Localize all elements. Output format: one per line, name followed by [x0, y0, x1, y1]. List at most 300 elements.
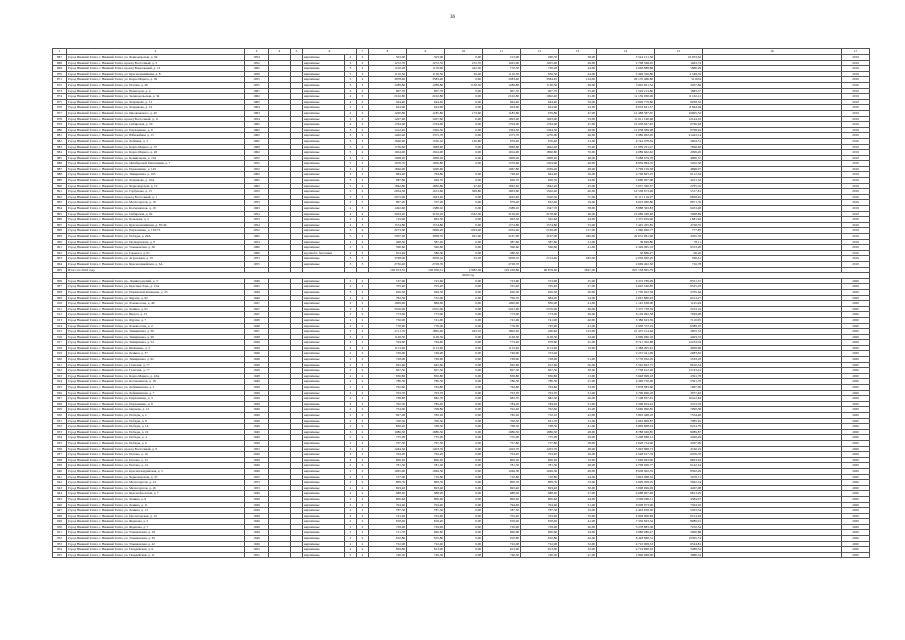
- year-built-cell: 1962: [245, 127, 269, 133]
- unit-cost-cell: 6 162,21: [655, 94, 703, 100]
- residents-cell: 26,00: [559, 60, 597, 66]
- area-cell: 1093,00: [521, 116, 559, 122]
- area-cell: 800,20: [521, 457, 559, 463]
- entrances-cell: 2: [357, 245, 369, 251]
- year-built-cell: 1949: [245, 463, 269, 469]
- address-cell: Город Нижний Тагил, г. Нижний Тагил, ул. Победы, д. 4: [67, 435, 245, 441]
- row-number-cell: 902: [53, 250, 67, 256]
- unit-cost-cell: 6254,79: [655, 424, 703, 430]
- unit-cost-cell: 5076,71: [655, 474, 703, 480]
- column-number-cell: 9: [407, 49, 445, 55]
- cost-cell: 4 969 060,18: [597, 334, 655, 340]
- unit-cost-cell: 5593,34: [655, 508, 703, 514]
- address-cell: Город Нижний Тагил, г. Нижний Тагил, ул. Металлургов, д. 16: [67, 485, 245, 491]
- cost-cell: 3 778 032,05: [597, 357, 655, 363]
- area-cell: 678,60: [521, 340, 559, 346]
- floors-cell: 2: [345, 379, 357, 385]
- row-number-cell: 918: [53, 345, 67, 351]
- total-area-cell: 3768,00: [369, 256, 407, 262]
- entrances-cell: 2: [357, 334, 369, 340]
- wall-material-cell: кирпичные: [303, 424, 345, 430]
- unit-cost-cell: 7999,38: [655, 407, 703, 413]
- unit-cost-cell: 7563,03: [655, 502, 703, 508]
- entrances-cell: 2: [357, 127, 369, 133]
- cost-cell: 4 403 658,36: [597, 508, 655, 514]
- area-cell: 2555,00: [407, 306, 445, 312]
- residents-cell: 32,00: [559, 541, 597, 547]
- entrances-cell: 3: [357, 222, 369, 228]
- year-built-cell: 1949: [245, 407, 269, 413]
- area-cell: 2728,70: [407, 261, 445, 267]
- wall-material-cell: кирпичные: [303, 457, 345, 463]
- area-cell: 0,00: [445, 413, 483, 419]
- area-cell: 1204,00: [445, 228, 483, 234]
- area-cell: 0,00: [445, 161, 483, 167]
- plan-year-cell: 2020: [842, 524, 870, 530]
- area-cell: 809,70: [521, 480, 559, 486]
- area-cell: 787,30: [483, 508, 521, 514]
- plan-year-cell: 2020: [842, 278, 870, 284]
- plan-year-cell: 2020: [842, 435, 870, 441]
- area-cell: 693,40: [483, 485, 521, 491]
- entrances-cell: 2: [357, 189, 369, 195]
- total-area-cell: 1646,90: [369, 138, 407, 144]
- floors-cell: 2: [345, 105, 357, 111]
- unit-cost-cell: 4898,07: [655, 166, 703, 172]
- row-number-cell: 898: [53, 228, 67, 234]
- area-cell: 710,80: [521, 474, 559, 480]
- area-cell: 0,00: [445, 390, 483, 396]
- floors-cell: 5: [345, 71, 357, 77]
- unit-cost-cell: 7848,46: [655, 144, 703, 150]
- residents-cell: 41,00: [559, 245, 597, 251]
- area-cell: 728,90: [483, 357, 521, 363]
- area-cell: 0,00: [445, 547, 483, 553]
- floors-cell: 3: [345, 127, 357, 133]
- floors-cell: 3: [345, 194, 357, 200]
- address-cell: Город Нижний Тагил, г. Нижний Тагил, ул. Газетная, д. 77: [67, 368, 245, 374]
- wall-material-cell: кирпичные: [303, 301, 345, 307]
- year-built-cell: 1963: [245, 206, 269, 212]
- floors-cell: 2: [345, 491, 357, 497]
- area-cell: 586,30: [483, 250, 521, 256]
- row-number-cell: 882: [53, 138, 67, 144]
- area-cell: 1049,30: [521, 468, 559, 474]
- total-area-cell: 729,90: [369, 524, 407, 530]
- area-cell: 596,60: [407, 245, 445, 251]
- area-cell: 729,90: [407, 524, 445, 530]
- area-cell: 693,40: [407, 485, 445, 491]
- unit-cost-cell: 5183,18: [655, 357, 703, 363]
- area-cell: 387,60: [483, 239, 521, 245]
- floors-cell: 2: [345, 435, 357, 441]
- area-cell: 710,80: [483, 474, 521, 480]
- entrances-cell: 2: [357, 138, 369, 144]
- row-number-cell: 928: [53, 401, 67, 407]
- cost-cell: 3 098 096,09: [597, 485, 655, 491]
- unit-cost-cell: 2705,10: [655, 183, 703, 189]
- wall-material-cell: кирпичные: [303, 334, 345, 340]
- floors-cell: 2: [345, 485, 357, 491]
- total-area-cell: 3294,20: [369, 211, 407, 217]
- area-cell: 0,00: [445, 239, 483, 245]
- entrances-cell: 2: [357, 457, 369, 463]
- area-cell: 1086,30: [483, 429, 521, 435]
- area-cell: 1794,00: [483, 122, 521, 128]
- cost-cell: 2 039 600,05: [597, 256, 655, 262]
- plan-year-cell: 2019: [842, 228, 870, 234]
- address-cell: Город Нижний Тагил, г. Нижний Тагил, ул. Победы, д. 6: [67, 440, 245, 446]
- unit-cost-cell: 4369,49: [655, 435, 703, 441]
- address-cell: Город Нижний Тагил, г. Нижний Тагил, ул. Жданова, д. 7: [67, 524, 245, 530]
- area-cell: 96 879,60: [521, 267, 559, 273]
- unit-cost-cell: 3207,66: [655, 82, 703, 88]
- area-cell: 700,50: [407, 418, 445, 424]
- cost-cell: 56 886,27: [597, 250, 655, 256]
- cost-cell: 5 878 983,60: [597, 385, 655, 391]
- year-built-cell: 1953: [245, 485, 269, 491]
- residents-cell: 27,00: [559, 491, 597, 497]
- area-cell: 1862,80: [407, 183, 445, 189]
- wall-material-cell: кирпичные: [303, 77, 345, 83]
- entrances-cell: 2: [357, 133, 369, 139]
- unit-cost-cell: 716,78: [655, 261, 703, 267]
- residents-cell: 40,00: [559, 189, 597, 195]
- entrances-cell: 3: [357, 94, 369, 100]
- area-cell: 3167,00: [521, 234, 559, 240]
- entrances-cell: 2: [357, 284, 369, 290]
- plan-year-cell: 2020: [842, 401, 870, 407]
- floors-cell: 1: [345, 239, 357, 245]
- area-cell: 728,90: [407, 357, 445, 363]
- residents-cell: 31,00: [559, 502, 597, 508]
- area-cell: 704,20: [483, 452, 521, 458]
- address-cell: Город Нижний Тагил, г. Нижний Тагил, ул. Пархоменко, д. 3: [67, 396, 245, 402]
- area-cell: 776,00: [483, 323, 521, 329]
- area-cell: 106 658,51: [407, 267, 445, 273]
- floors-cell: 2: [345, 541, 357, 547]
- cost-cell: 10 558 673,96: [597, 189, 655, 195]
- area-cell: 0,00: [445, 468, 483, 474]
- cost-cell: 7 108 837,81: [597, 396, 655, 402]
- plan-year-cell: 2020: [842, 457, 870, 463]
- row-number-cell: 867: [53, 55, 67, 61]
- row-number-cell: 909: [53, 295, 67, 301]
- floors-cell: 2: [345, 172, 357, 178]
- area-cell: 0,00: [445, 351, 483, 357]
- area-cell: 3583,40: [407, 77, 445, 83]
- address-cell: Город Нижний Тагил, г. Нижний Тагил, ул. Пархоменко, д. 145: [67, 166, 245, 172]
- area-cell: 786,30: [407, 379, 445, 385]
- address-cell: Город Нижний Тагил, г. Нижний Тагил, ул. Пархоменко, д. 9: [67, 401, 245, 407]
- entrances-cell: 4: [357, 211, 369, 217]
- residents-cell: 30,00: [559, 485, 597, 491]
- area-cell: 0,00: [445, 55, 483, 61]
- year-built-cell: 1954: [245, 211, 269, 217]
- floors-cell: 2: [345, 496, 357, 502]
- row-number-cell: 923: [53, 373, 67, 379]
- area-cell: 1289,80: [483, 82, 521, 88]
- wall-material-cell: кирпичные: [303, 491, 345, 497]
- area-cell: 813,00: [521, 547, 559, 553]
- wall-material-cell: кирпичные: [303, 55, 345, 61]
- row-number-cell: 894: [53, 206, 67, 212]
- plan-year-cell: 2020: [842, 323, 870, 329]
- plan-year-cell: 2019: [842, 200, 870, 206]
- address-cell: Город Нижний Тагил, г. Нижний Тагил, ул. Гвардейская, д. 9: [67, 547, 245, 553]
- floors-cell: 2: [345, 362, 357, 368]
- entrances-cell: 2: [357, 250, 369, 256]
- plan-year-cell: 2020: [842, 329, 870, 335]
- entrances-cell: 2: [357, 463, 369, 469]
- cost-cell: 1 750 922,39: [597, 289, 655, 295]
- residents-cell: 47,00: [559, 122, 597, 128]
- entrances-cell: 2: [357, 424, 369, 430]
- row-number-cell: 917: [53, 340, 67, 346]
- floors-cell: 5: [345, 144, 357, 150]
- residents-cell: 45,00: [559, 183, 597, 189]
- area-cell: 3058,10: [407, 256, 445, 262]
- residents-cell: 34,00: [559, 334, 597, 340]
- floors-cell: 2: [345, 524, 357, 530]
- entrances-cell: 2: [357, 530, 369, 536]
- area-cell: 745,00: [521, 323, 559, 329]
- area-cell: 705,40: [521, 284, 559, 290]
- column-number-cell: 12: [521, 49, 559, 55]
- area-cell: 0,00: [445, 362, 483, 368]
- entrances-cell: 2: [357, 306, 369, 312]
- year-built-cell: 1949: [245, 401, 269, 407]
- column-number-cell: 13: [559, 49, 597, 55]
- area-cell: 173,60: [445, 110, 483, 116]
- residents-cell: 124,00: [559, 77, 597, 83]
- total-area-cell: 624,90: [369, 105, 407, 111]
- row-number-cell: 893: [53, 200, 67, 206]
- year-built-cell: 1949: [245, 385, 269, 391]
- residents-cell: 34,00: [559, 99, 597, 105]
- wall-material-cell: кирпичные: [303, 306, 345, 312]
- plan-year-cell: 2019: [842, 127, 870, 133]
- wall-material-cell: кирпичные: [303, 172, 345, 178]
- area-cell: 723,60: [521, 278, 559, 284]
- address-cell: Город Нижний Тагил, г. Нижний Тагил, ул. Горбунова, д. 15: [67, 189, 245, 195]
- plan-year-cell: 2019: [842, 250, 870, 256]
- total-area-cell: 626,30: [369, 289, 407, 295]
- cost-cell: 5 278 883,38: [597, 524, 655, 530]
- cost-cell: 2 628 754,00: [597, 440, 655, 446]
- area-cell: 746,30: [483, 552, 521, 558]
- total-area-cell: 741,40: [369, 513, 407, 519]
- year-built-cell: 1952: [245, 446, 269, 452]
- row-number-cell: 888: [53, 172, 67, 178]
- total-area-cell: 1924,00: [369, 150, 407, 156]
- cost-cell: 4 710 908,53: [597, 541, 655, 547]
- unit-cost-cell: 3977,63: [655, 390, 703, 396]
- wall-material-cell: кирпичные: [303, 138, 345, 144]
- row-number-cell: 886: [53, 161, 67, 167]
- wall-material-cell: кирпичные: [303, 524, 345, 530]
- area-cell: 741,00: [521, 317, 559, 323]
- unit-cost-cell: 6389,76: [655, 323, 703, 329]
- entrances-cell: 2: [357, 351, 369, 357]
- entrances-cell: 2: [357, 357, 369, 363]
- area-cell: 645,60: [483, 362, 521, 368]
- floors-cell: 4: [345, 206, 357, 212]
- plan-year-cell: 2019: [842, 211, 870, 217]
- address-cell: Город Нижний Тагил, г. Нижний Тагил, ул. Лебяжья, д. 3: [67, 138, 245, 144]
- year-built-cell: 1949: [245, 345, 269, 351]
- entrances-cell: 2: [357, 496, 369, 502]
- floors-cell: 5: [345, 183, 357, 189]
- area-cell: 1924,00: [407, 150, 445, 156]
- area-cell: 387,40: [407, 239, 445, 245]
- area-cell: 1176,90: [407, 66, 445, 72]
- plan-year-cell: 2020: [842, 496, 870, 502]
- total-area-cell: 607,30: [369, 368, 407, 374]
- area-cell: 925,60: [445, 234, 483, 240]
- cost-cell: 1 145 938,00: [597, 301, 655, 307]
- year-built-cell: 1955: [245, 82, 269, 88]
- cost-cell: 2 237 421,09: [597, 351, 655, 357]
- row-number-cell: 892: [53, 194, 67, 200]
- area-cell: 784,20: [407, 401, 445, 407]
- residents-cell: 48,00: [559, 446, 597, 452]
- area-cell: 830,80: [407, 373, 445, 379]
- residents-cell: 33,00: [559, 385, 597, 391]
- area-cell: 757,80: [521, 440, 559, 446]
- plan-year-cell: 2020: [842, 530, 870, 536]
- plan-year-cell: 2020: [842, 334, 870, 340]
- plan-year-cell: 2019: [842, 150, 870, 156]
- row-number-cell: 942: [53, 480, 67, 486]
- year-built-cell: 1953: [245, 217, 269, 223]
- row-number-cell: 871: [53, 77, 67, 83]
- area-cell: 1008,20: [483, 155, 521, 161]
- area-cell: 2728,70: [483, 261, 521, 267]
- residents-cell: 57,00: [559, 194, 597, 200]
- cost-cell: 6 023 900,80: [597, 200, 655, 206]
- entrances-cell: 2: [357, 345, 369, 351]
- area-cell: 1375,70: [407, 133, 445, 139]
- area-cell: 0,00: [445, 340, 483, 346]
- area-cell: 710,80: [407, 474, 445, 480]
- residents-cell: 282,00: [559, 256, 597, 262]
- year-built-cell: 1953: [245, 480, 269, 486]
- area-cell: 0,00: [445, 150, 483, 156]
- address-cell: Город Нижний Тагил, г. Нижний Тагил, ул. Пражурилова, д. 8: [67, 239, 245, 245]
- residents-cell: 40,00: [559, 317, 597, 323]
- area-cell: 773,00: [483, 312, 521, 318]
- cost-cell: 7 445 205,85: [597, 222, 655, 228]
- area-cell: 1039,20: [521, 166, 559, 172]
- floors-cell: 2: [345, 407, 357, 413]
- plan-year-cell: 2020: [842, 306, 870, 312]
- area-cell: 979,80: [521, 110, 559, 116]
- address-cell: Город Нижний Тагил, г. Нижний Тагил, ул. Ленина, д. 37: [67, 351, 245, 357]
- area-cell: 704,20: [407, 452, 445, 458]
- total-area-cell: 3878,40: [369, 77, 407, 83]
- floors-cell: 3: [345, 329, 357, 335]
- unit-cost-cell: 96,20: [655, 250, 703, 256]
- area-cell: 663,50: [407, 217, 445, 223]
- address-cell: Город Нижний Тагил, г. Нижний Тагил, ул. Кольцова, д. 2: [67, 217, 245, 223]
- area-cell: 690,60: [483, 530, 521, 536]
- area-cell: 2934,40: [483, 228, 521, 234]
- plan-year-cell: 2020: [842, 379, 870, 385]
- address-cell: Город Нижний Тагил, г. Нижний Тагил, пр. Ленинградский, д. 3: [67, 278, 245, 284]
- floors-cell: 2: [345, 357, 357, 363]
- residents-cell: 24,00: [559, 217, 597, 223]
- total-area-cell: 776,00: [369, 323, 407, 329]
- area-cell: 889,00: [407, 301, 445, 307]
- year-built-cell: 1952: [245, 228, 269, 234]
- entrances-cell: 4: [357, 150, 369, 156]
- area-cell: 3098,70: [407, 234, 445, 240]
- area-cell: 1025,00: [521, 60, 559, 66]
- unit-cost-cell: 3880,54: [655, 552, 703, 558]
- wall-material-cell: кирпичные: [303, 440, 345, 446]
- entrances-cell: 2: [357, 508, 369, 514]
- entrances-cell: 2: [357, 295, 369, 301]
- year-built-cell: 1962: [245, 94, 269, 100]
- year-built-cell: 1949: [245, 513, 269, 519]
- area-cell: 781,30: [483, 463, 521, 469]
- area-cell: 776,00: [407, 323, 445, 329]
- wall-material-cell: кирпичные: [303, 228, 345, 234]
- entrances-cell: 2: [357, 88, 369, 94]
- floors-cell: 2: [345, 351, 357, 357]
- blank-cell: [269, 552, 291, 558]
- cost-cell: 4 349 965,19: [597, 245, 655, 251]
- area-cell: 1522,30: [445, 211, 483, 217]
- year-built-cell: 1949: [245, 491, 269, 497]
- year-built-cell: 1949: [245, 429, 269, 435]
- row-number-cell: 927: [53, 396, 67, 402]
- plan-year-cell: 2019: [842, 55, 870, 61]
- area-cell: 1128,50: [407, 334, 445, 340]
- total-area-cell: 787,30: [369, 508, 407, 514]
- area-cell: 1116,50: [483, 71, 521, 77]
- wall-material-cell: кирпичные: [303, 357, 345, 363]
- plan-year-cell: 2019: [842, 94, 870, 100]
- year-built-cell: 1954: [245, 55, 269, 61]
- plan-year-cell: 2019: [842, 66, 870, 72]
- floors-cell: 2: [345, 457, 357, 463]
- cost-cell: 11 139 936,90: [597, 94, 655, 100]
- area-cell: 422,30: [445, 66, 483, 72]
- area-cell: 1067,80: [483, 166, 521, 172]
- year-built-cell: 1960: [245, 144, 269, 150]
- area-cell: 728,90: [521, 357, 559, 363]
- unit-cost-cell: 5591,70: [655, 379, 703, 385]
- area-cell: 1203,70: [407, 446, 445, 452]
- wall-material-cell: кирпичные: [303, 463, 345, 469]
- year-section-label: 2020 год: [67, 273, 870, 279]
- address-cell: Город Нижний Тагил, г. Нижний Тагил, ул. Циолковского, д. 40: [67, 110, 245, 116]
- area-cell: 0,00: [445, 485, 483, 491]
- cost-cell: 26 170 486,80: [597, 77, 655, 83]
- total-area-cell: 1113,40: [369, 345, 407, 351]
- wall-material-cell: кирпичные: [303, 385, 345, 391]
- total-area-cell: 2034,50: [369, 189, 407, 195]
- cost-cell: 3 986 086,47: [597, 530, 655, 536]
- area-cell: 800,20: [407, 457, 445, 463]
- floors-cell: 5: [345, 150, 357, 156]
- year-built-cell: 1952: [245, 552, 269, 558]
- address-cell: Город Нижний Тагил, г. Нижний Тагил, ул. Октябрьской Революции, д. 7: [67, 161, 245, 167]
- plan-year-cell: 2019: [842, 60, 870, 66]
- total-area-cell: 1462,40: [369, 133, 407, 139]
